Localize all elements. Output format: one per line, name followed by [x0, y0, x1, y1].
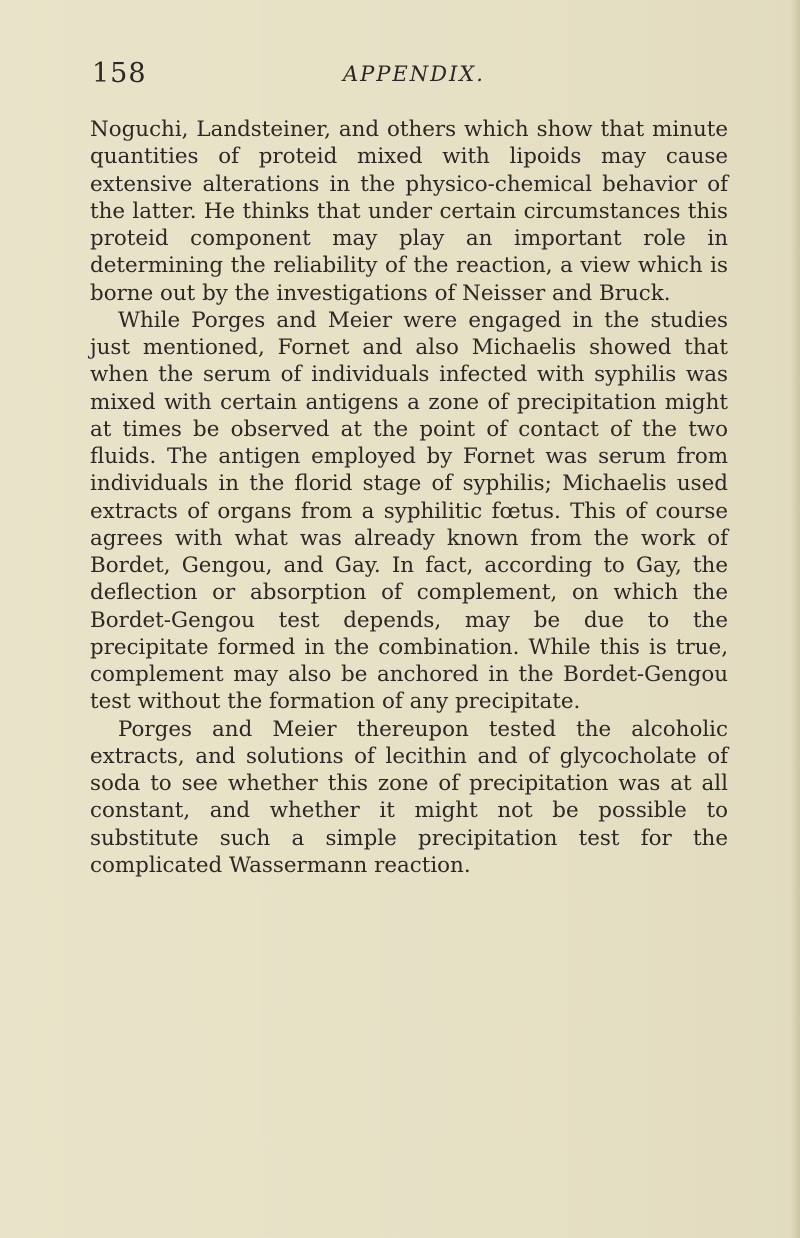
paragraph-fornet-michaelis: While Porges and Meier were engaged in the studies just mentioned, Fornet and also Michaelis showed that when the serum of individuals infected with syphilis was mixed with certain antigens a zone of precipitation might at times be observed at the point of contact of the two fluids. The antigen employed by Fornet was serum from individuals in the florid stage of syphilis; Michaelis used extracts of organs from a syphilitic fœtus. This of course agrees with what was already known from the work of Bordet, Gengou, and Gay. In fact, according to Gay, the deflection or absorption of complement, on which the Bordet-Gengou test depends, may be due to the precipitate formed in the combination. While this is true, complement may also be anchored in the Bordet-Gengou test without the formation of any precipitate.	[90, 307, 728, 715]
paragraph-porges-meier: Porges and Meier thereupon tested the alcoholic extracts, and solutions of lecithin and of glycocholate of soda to see whether this zone of precipitation was at all constant, and whether it might not be possible to substitute such a simple precipitation test for the complicated Wassermann reaction.	[90, 716, 728, 878]
page-edge-shadow	[790, 0, 800, 1238]
running-head: APPENDIX.	[343, 62, 485, 86]
page-header	[90, 58, 730, 98]
page-number: 158	[92, 58, 147, 89]
paragraph-continuation: Noguchi, Landsteiner, and others which show that minute quantities of proteid mixed with lipoids may cause extensive alterations in the physico-chemical behavior of the latter. He thinks that under certain circumstances this proteid component may play an important role in determining the reliability of the reaction, a view which is borne out by the investigations of Neisser and Bruck.	[90, 117, 728, 306]
body-text	[90, 116, 728, 879]
